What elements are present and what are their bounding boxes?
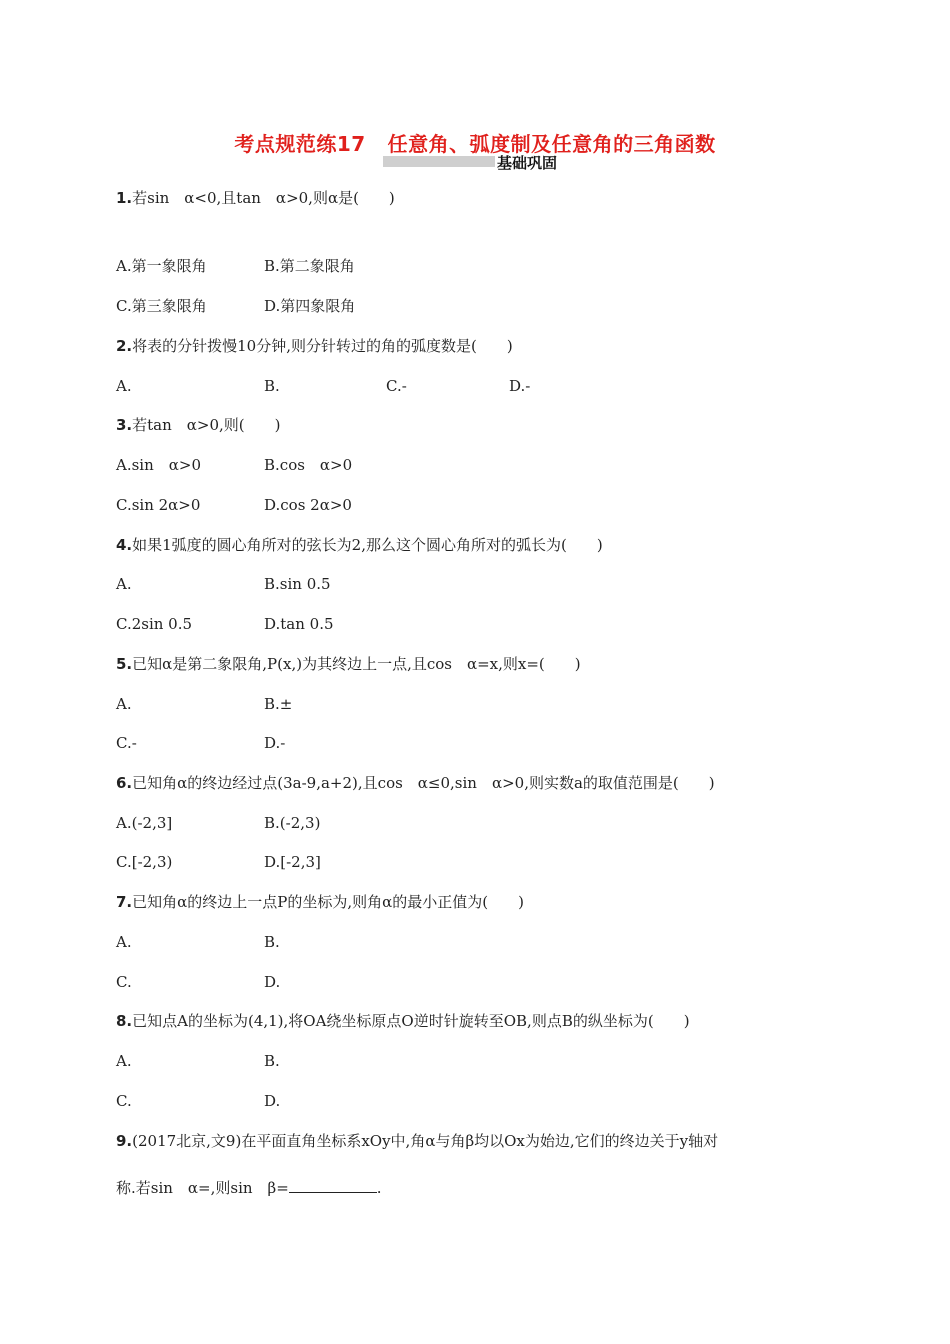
q4-option-a: A. [116, 575, 132, 593]
q8-option-b: B. [264, 1052, 280, 1070]
q6-option-d: D.[-2,3] [264, 853, 321, 871]
question-number: 8. [116, 1012, 133, 1030]
question-3 [116, 415, 281, 435]
q5-option-d: D.- [264, 734, 286, 752]
q5-option-c: C.- [116, 734, 137, 752]
question-1 [116, 188, 395, 208]
question-text-continued: 称.若sin α=,则sin β= [116, 1179, 289, 1197]
q5-option-b: B.± [264, 695, 293, 713]
question-text: 若tan α>0,则( ) [132, 416, 281, 434]
q2-option-c: C.- [386, 377, 407, 395]
q1-option-d: D.第四象限角 [264, 297, 356, 315]
question-number: 1. [116, 189, 133, 207]
question-text: (2017北京,文9)在平面直角坐标系xOy中,角α与角β均以Ox为始边,它们的终边关于y轴对 [132, 1132, 719, 1150]
q3-option-a: A.sin α>0 [116, 456, 201, 474]
q7-option-d: D. [264, 973, 281, 991]
question-number: 5. [116, 655, 133, 673]
q2-option-a: A. [116, 377, 132, 395]
q6-option-b: B.(-2,3) [264, 814, 321, 832]
question-number: 2. [116, 337, 133, 355]
question-7 [116, 892, 524, 912]
q1-option-a: A.第一象限角 [116, 257, 207, 275]
q7-option-c: C. [116, 973, 132, 991]
q1-option-c: C.第三象限角 [116, 297, 207, 315]
question-6 [116, 773, 715, 793]
question-number: 4. [116, 536, 133, 554]
q6-option-a: A.(-2,3] [116, 814, 173, 832]
title-topic: 任意角、弧度制及任意角的三角函数 [387, 132, 716, 156]
q7-option-a: A. [116, 933, 132, 951]
q2-option-b: B. [264, 377, 280, 395]
question-9 [116, 1131, 718, 1151]
q4-option-b: B.sin 0.5 [264, 575, 331, 593]
question-text-end: . [376, 1179, 382, 1197]
question-text: 已知点A的坐标为(4,1),将OA绕坐标原点O逆时针旋转至OB,则点B的纵坐标为( ) [132, 1012, 690, 1030]
question-5 [116, 654, 581, 674]
answer-blank[interactable] [289, 1178, 377, 1193]
question-number: 9. [116, 1132, 133, 1150]
question-text: 已知角α的终边上一点P的坐标为,则角α的最小正值为( ) [132, 893, 524, 911]
q8-option-a: A. [116, 1052, 132, 1070]
section-label: 基础巩固 [497, 154, 558, 172]
title-main: 考点规范练17 [234, 132, 366, 156]
question-number: 6. [116, 774, 133, 792]
question-number: 7. [116, 893, 133, 911]
q8-option-d: D. [264, 1092, 281, 1110]
question-text: 若sin α<0,且tan α>0,则α是( ) [132, 189, 395, 207]
q3-option-d: D.cos 2α>0 [264, 496, 352, 514]
q5-option-a: A. [116, 695, 132, 713]
q4-option-d: D.tan 0.5 [264, 615, 334, 633]
q3-option-c: C.sin 2α>0 [116, 496, 201, 514]
section-bar [383, 156, 495, 167]
q2-option-d: D.- [509, 377, 531, 395]
q6-option-c: C.[-2,3) [116, 853, 173, 871]
question-4 [116, 535, 603, 555]
q3-option-b: B.cos α>0 [264, 456, 353, 474]
q7-option-b: B. [264, 933, 280, 951]
question-9-continued [116, 1178, 382, 1198]
question-text: 将表的分针拨慢10分钟,则分针转过的角的弧度数是( ) [132, 337, 513, 355]
page-title [0, 128, 950, 157]
question-number: 3. [116, 416, 133, 434]
question-2 [116, 336, 513, 356]
question-text: 如果1弧度的圆心角所对的弦长为2,那么这个圆心角所对的弧长为( ) [132, 536, 603, 554]
q1-option-b: B.第二象限角 [264, 257, 355, 275]
q4-option-c: C.2sin 0.5 [116, 615, 193, 633]
q8-option-c: C. [116, 1092, 132, 1110]
question-8 [116, 1011, 690, 1031]
question-text: 已知角α的终边经过点(3a-9,a+2),且cos α≤0,sin α>0,则实数a的取值范围是( ) [132, 774, 715, 792]
question-text: 已知α是第二象限角,P(x,)为其终边上一点,且cos α=x,则x=( ) [132, 655, 581, 673]
